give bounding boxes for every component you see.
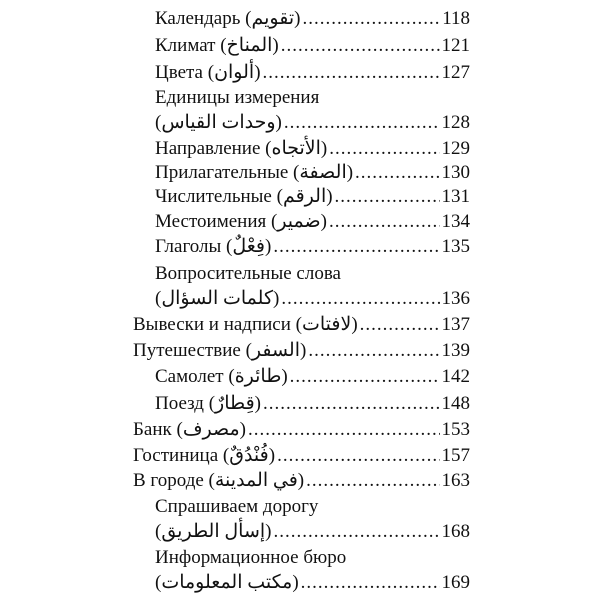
toc-entry-ask-way (155, 519, 470, 545)
toc-entry-info-title: Информационное бюро (155, 547, 347, 568)
toc-entry-pronouns (155, 209, 470, 235)
page-number: 169 (441, 572, 470, 593)
entry-title-ru: Календарь (155, 8, 241, 29)
page-number: 163 (441, 470, 470, 491)
toc-entry-hotel (133, 443, 470, 469)
page-number: 130 (441, 162, 470, 183)
entry-title-ar: (الأتجاه) (265, 138, 328, 159)
toc-entry-bank (133, 417, 470, 443)
entry-title-ru: Банк (133, 419, 172, 440)
entry-title-ru: Вывески и надписи (133, 314, 291, 335)
entry-title-ar: (قِطارٌ) (208, 393, 261, 414)
entry-title-ru: Поезд (155, 393, 204, 414)
dot-leader (329, 209, 440, 235)
dot-leader (284, 110, 440, 136)
entry-title-ru: Глаголы (155, 236, 222, 257)
entry-title-ru: Числительные (155, 186, 272, 207)
dot-leader (281, 33, 440, 59)
entry-title-ru: Климат (155, 35, 216, 56)
toc-entry-questions-title: Вопросительные слова (155, 263, 341, 284)
page-number: 134 (441, 211, 470, 232)
entry-title-ar: (إسأل الطريق) (155, 521, 272, 542)
entry-title-ru: Гостиница (133, 445, 219, 466)
entry-title-ru: В городе (133, 470, 204, 491)
entry-title-ar: (الصفة) (293, 162, 354, 183)
page-number: 168 (441, 521, 470, 542)
entry-title-ru: Направление (155, 138, 261, 159)
toc-entry-info (155, 570, 470, 596)
dot-leader (273, 519, 439, 545)
dot-leader (355, 160, 439, 186)
entry-title-ru: Путешествие (133, 340, 241, 361)
toc-entry-colors (155, 60, 470, 86)
toc-entry-calendar (155, 6, 470, 32)
toc-entry-climate (155, 33, 470, 59)
page-number: 135 (441, 236, 470, 257)
dot-leader (308, 338, 439, 364)
toc-entry-direction (155, 136, 470, 162)
dot-leader (277, 443, 439, 469)
page-number: 121 (441, 35, 470, 56)
dot-leader (248, 417, 440, 443)
dot-leader (281, 286, 439, 312)
entry-title-ar: (السفر) (245, 340, 307, 361)
entry-title-ar: (ألوان) (207, 62, 261, 83)
entry-title-ru: Цвета (155, 62, 203, 83)
entry-title-ar: (فِعْلٌ) (226, 236, 272, 257)
toc-entry-plane (155, 364, 470, 390)
toc-entry-numerals (155, 184, 470, 210)
page-number: 137 (441, 314, 470, 335)
page-number: 131 (441, 186, 470, 207)
entry-title-ar: (فُنْدُقٌ) (222, 445, 276, 466)
page-number: 148 (441, 393, 470, 414)
page-number: 129 (441, 138, 470, 159)
dot-leader (306, 468, 439, 494)
entry-title-ar: (لافتات) (295, 314, 358, 335)
toc-entry-train (155, 391, 470, 417)
toc-entry-city (133, 468, 470, 494)
entry-title-ar: (وحدات القياس) (155, 112, 282, 133)
entry-title-ar: (مكتب المعلومات) (155, 572, 299, 593)
toc-entry-signs (133, 312, 470, 338)
page-number: 128 (441, 112, 470, 133)
dot-leader (301, 570, 440, 596)
dot-leader (290, 364, 440, 390)
dot-leader (302, 6, 440, 32)
entry-title-ru: Самолет (155, 366, 224, 387)
dot-leader (360, 312, 440, 338)
entry-title-ar: (مصرف) (176, 419, 246, 440)
entry-title-ar: (طائرة) (228, 366, 288, 387)
page-number: 142 (441, 366, 470, 387)
page-number: 118 (442, 8, 470, 29)
entry-title-ar: (الرقم) (276, 186, 333, 207)
dot-leader (335, 184, 440, 210)
toc-entry-adjectives (155, 160, 470, 186)
toc-entry-units (155, 110, 470, 136)
page-number: 157 (441, 445, 470, 466)
toc-entry-ask-way-title: Спрашиваем дорогу (155, 496, 319, 517)
entry-title-ru: Местоимения (155, 211, 267, 232)
dot-leader (263, 60, 440, 86)
page-number: 153 (441, 419, 470, 440)
toc-entry-questions (155, 286, 470, 312)
toc-entry-verbs (155, 234, 470, 260)
entry-title-ar: (تقويم) (245, 8, 301, 29)
entry-title-ru: Прилагательные (155, 162, 289, 183)
entry-title-ar: (المناخ) (220, 35, 279, 56)
entry-title-ar: (كلمات السؤال) (155, 288, 280, 309)
entry-title-ar: (في المدينة) (208, 470, 305, 491)
entry-title-ar: (ضمير) (271, 211, 327, 232)
dot-leader (329, 136, 439, 162)
dot-leader (273, 234, 439, 260)
page-number: 127 (441, 62, 470, 83)
toc-entry-travel (133, 338, 470, 364)
dot-leader (263, 391, 440, 417)
toc-entry-units-title: Единицы измерения (155, 87, 320, 108)
page-number: 136 (441, 288, 470, 309)
page-number: 139 (441, 340, 470, 361)
